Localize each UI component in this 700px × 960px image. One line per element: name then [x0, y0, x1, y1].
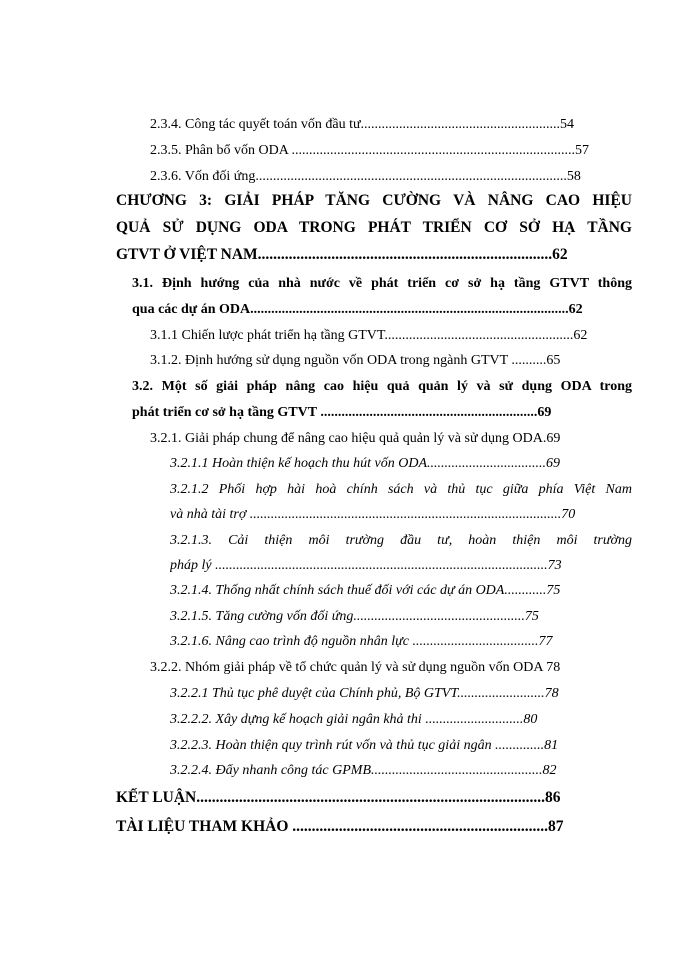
toc-section: qua các dự án ODA...........................................................................................62	[132, 302, 583, 317]
chapter-heading: CHƯƠNG 3: GIẢI PHÁP TĂNG CƯỜNG VÀ NÂNG CAO HIỆU	[116, 192, 632, 209]
toc-conclusion: KẾT LUẬN..........................................................................................86	[116, 789, 561, 806]
chapter-heading: QUẢ SỬ DỤNG ODA TRONG PHÁT TRIỂN CƠ SỞ HẠ TẦNG	[116, 219, 632, 236]
toc-entry: 2.3.6. Vốn đối ứng.........................................................................................58	[150, 169, 581, 184]
toc-section: 3.1. Định hướng của nhà nước về phát triển cơ sở hạ tầng GTVT thông	[132, 276, 632, 291]
toc-section: 3.2. Một số giải pháp nâng cao hiệu quả quản lý và sử dụng ODA trong	[132, 379, 632, 394]
toc-subentry: 3.2.1.4. Thống nhất chính sách thuế đối với các dự án ODA............75	[170, 583, 561, 598]
toc-subentry: 3.2.2.2. Xây dựng kế hoạch giải ngân khả thi ............................80	[170, 712, 538, 727]
toc-entry: 3.2.1. Giải pháp chung để nâng cao hiệu quả quản lý và sử dụng ODA.69	[150, 431, 561, 446]
toc-subentry: và nhà tài trợ .........................................................................................70	[170, 507, 576, 522]
toc-entry: 2.3.4. Công tác quyết toán vốn đầu tư.........................................................54	[150, 117, 575, 132]
toc-references: TÀI LIỆU THAM KHẢO ..................................................................87	[116, 818, 564, 835]
toc-subentry: 3.2.1.3. Cải thiện môi trường đầu tư, hoàn thiện môi trường	[170, 533, 632, 548]
toc-subentry: 3.2.1.5. Tăng cường vốn đối ứng.................................................75	[170, 609, 539, 624]
toc-entry: 3.1.1 Chiến lược phát triển hạ tầng GTVT......................................................62	[150, 328, 588, 343]
toc-entry: 3.1.2. Định hướng sử dụng nguồn vốn ODA trong ngành GTVT ..........65	[150, 353, 561, 368]
toc-subentry: 3.2.2.4. Đẩy nhanh công tác GPMB.................................................82	[170, 763, 557, 778]
chapter-heading: GTVT Ở VIỆT NAM............................................................................62	[116, 246, 568, 263]
toc-entry: 2.3.5. Phân bổ vốn ODA .................................................................................57	[150, 143, 590, 158]
toc-subentry: 3.2.1.6. Nâng cao trình độ nguồn nhân lực ....................................77	[170, 634, 553, 649]
toc-subentry: 3.2.1.1 Hoàn thiện kế hoạch thu hút vốn ODA..................................69	[170, 456, 561, 471]
toc-subentry: pháp lý ...............................................................................................73	[170, 558, 562, 573]
toc-section: phát triển cơ sở hạ tầng GTVT ..............................................................69	[132, 405, 552, 420]
toc-subentry: 3.2.2.1 Thủ tục phê duyệt của Chính phủ, Bộ GTVT.........................78	[170, 686, 559, 701]
toc-subentry: 3.2.1.2 Phối hợp hài hoà chính sách và thủ tục giữa phía Việt Nam	[170, 482, 632, 497]
toc-subentry: 3.2.2.3. Hoàn thiện quy trình rút vốn và thủ tục giải ngân ..............81	[170, 738, 559, 753]
toc-entry: 3.2.2. Nhóm giải pháp về tổ chức quản lý và sử dụng nguồn vốn ODA 78	[150, 660, 561, 675]
